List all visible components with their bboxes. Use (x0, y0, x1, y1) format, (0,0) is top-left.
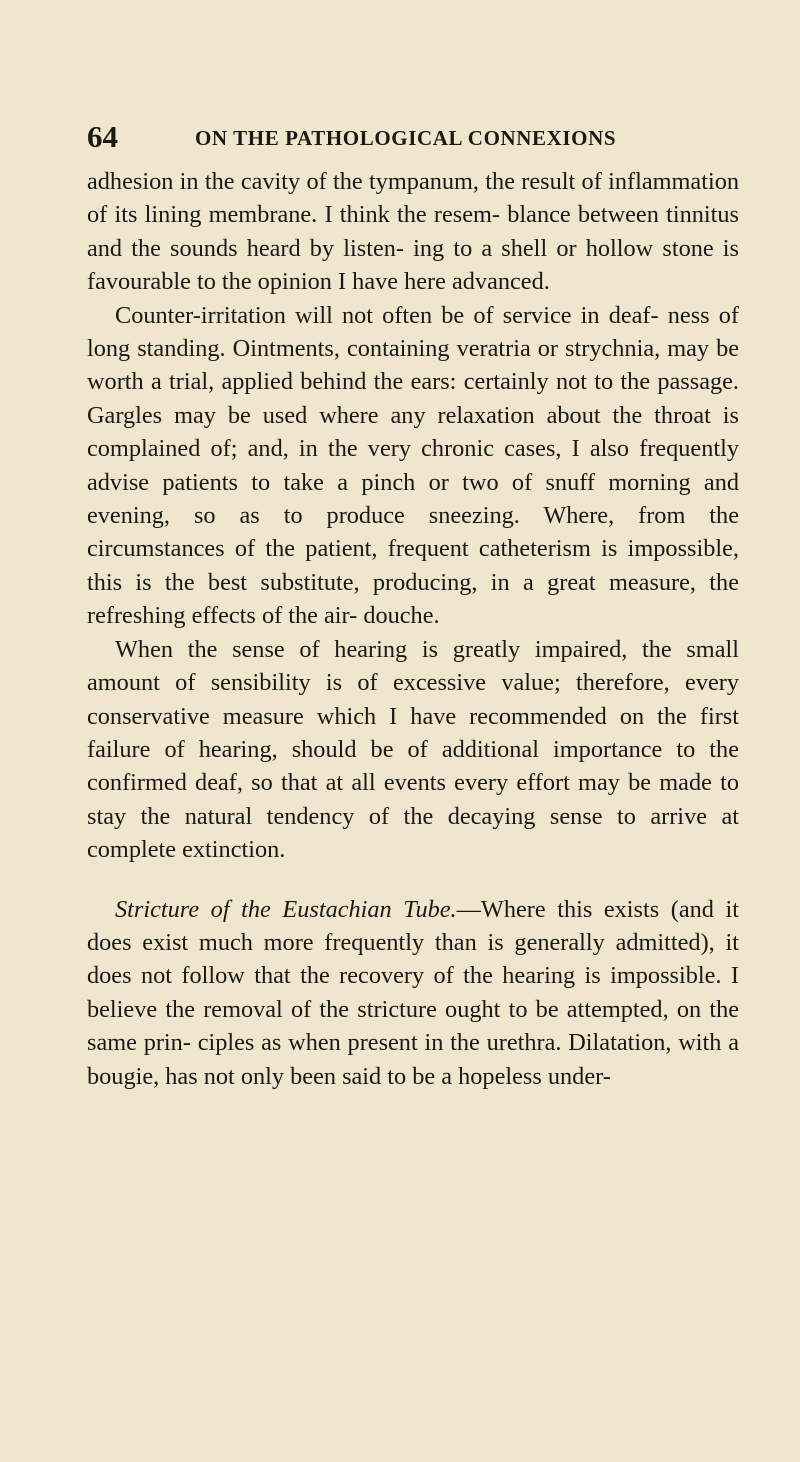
page-number: 64 (87, 119, 118, 154)
section-text: Where this exists (and it does exist much more frequently than is generally admitted), it does not follow that the recovery of the hearing is impossible. I believe the removal of the stricture ought to be attempted, on the same prin- ciples as when present in the urethra. Dilatation, with a bougie, has not only been said to be a hopeless under- (87, 895, 739, 1090)
paragraph-continued: adhesion in the cavity of the tympanum, the result of inflammation of its lining membrane. I think the resem- blance between tinnitus and the sounds heard by listen- ing to a shell or hollow stone is favourable to the opinion I have here advanced. (87, 168, 739, 296)
section-stricture (87, 893, 739, 1093)
page-header (87, 117, 727, 157)
section-title: Stricture of the Eustachian Tube. (115, 895, 457, 923)
section-gap (87, 867, 739, 893)
paragraph-hearing-impaired: When the sense of hearing is greatly impaired, the small amount of sensibility is of excessive value; therefore, every conservative measure which I have recommended on the first failure of hearing, should be of additional importance to the confirmed deaf, so that at all events every effort may be made to stay the natural tendency of the decaying sense to arrive at complete extinction. (87, 635, 739, 864)
running-title: ON THE PATHOLOGICAL CONNEXIONS (195, 126, 617, 150)
body-text (87, 165, 739, 1093)
section-dash: — (456, 895, 481, 923)
paragraph-counter-irritation: Counter-irritation will not often be of service in deaf- ness of long standing. Ointments, containing veratria or strychnia, may be worth a trial, applied behind the ears: certainly not to the passage. Gargles may be used where any relaxation about the throat is complained of; and, in the very chronic cases, I also frequently advise patients to take a pinch or two of snuff morning and evening, so as to produce sneezing. Where, from the circumstances of the patient, frequent catheterism is impossible, this is the best substitute, producing, in a great measure, the refreshing effects of the air- douche. (87, 301, 739, 630)
